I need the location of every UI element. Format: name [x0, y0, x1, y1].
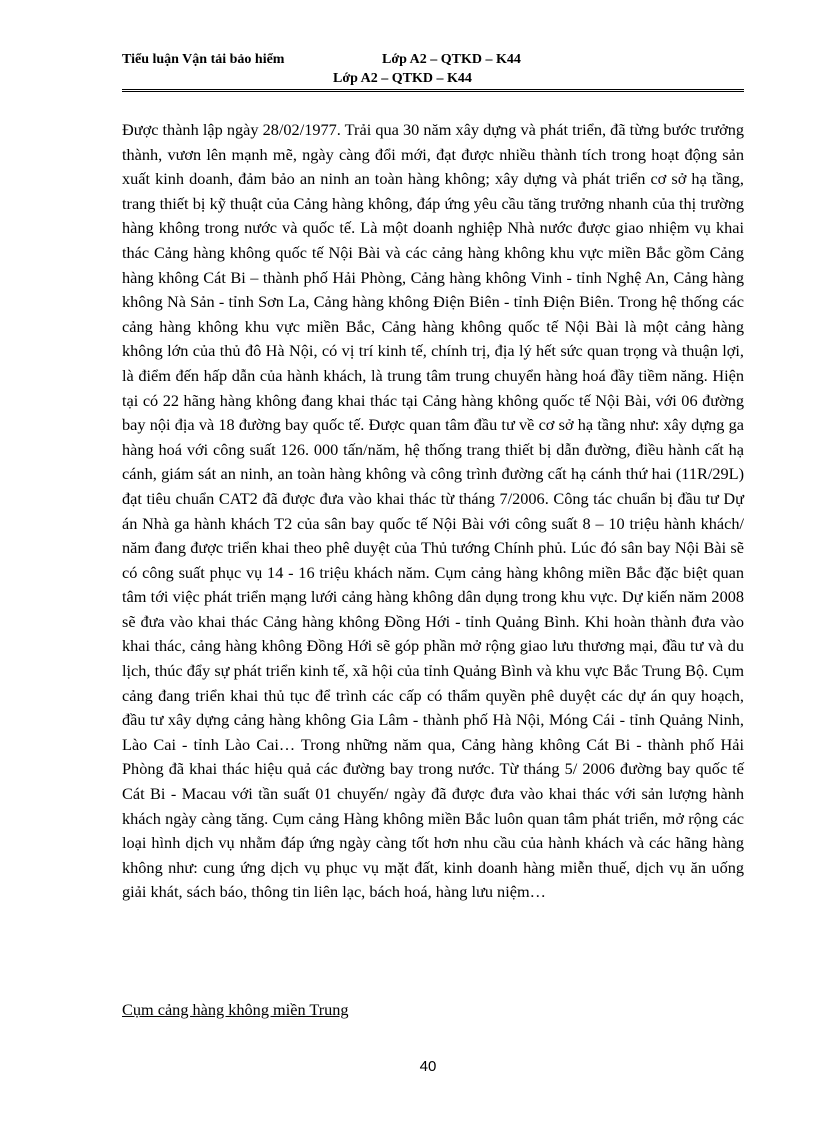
header-class-label-repeat: Lớp A2 – QTKD – K44: [333, 71, 472, 86]
section-heading: Cụm cảng hàng không miền Trung: [122, 1000, 349, 1019]
header-document-title: Tiểu luận Vận tải bảo hiểm: [122, 52, 285, 67]
header-class-label: Lớp A2 – QTKD – K44: [382, 52, 521, 67]
page-number: 40: [419, 1058, 437, 1075]
body-paragraph: Được thành lập ngày 28/02/1977. Trải qua 30 năm xây dựng và phát triển, đã từng bước trưởng thành, vươn lên mạnh mẽ, ngày càng đổi mới, đạt được nhiều thành tích trong hoạt động sản xuất kinh doanh, đảm bảo an ninh an toàn hàng không; xây dựng và phát triển cơ sở hạ tầng, trang thiết bị kỹ thuật của Cảng hàng không, đáp ứng yêu cầu tăng trưởng nhanh của thị trường hàng không trong nước và quốc tế. Là một doanh nghiệp Nhà nước được giao nhiệm vụ khai thác Cảng hàng không quốc tế Nội Bài và các cảng hàng không khu vực miền Bắc gồm Cảng hàng không Cát Bi – thành phố Hải Phòng, Cảng hàng không Vinh - tỉnh Nghệ An, Cảng hàng không Nà Sản - tỉnh Sơn La, Cảng hàng không Điện Biên - tỉnh Điện Biên. Trong hệ thống các cảng hàng không khu vực miền Bắc, Cảng hàng không quốc tế Nội Bài là một cảng hàng không lớn của thủ đô Hà Nội, có vị trí kinh tế, chính trị, địa lý hết sức quan trọng và thuận lợi, là điểm đến hấp dẫn của hành khách, là trung tâm trung chuyển hàng hoá đầy tiềm năng. Hiện tại có 22 hãng hàng không đang khai thác tại Cảng hàng không quốc tế Nội Bài, với 06 đường bay nội địa và 18 đường bay quốc tế. Được quan tâm đầu tư về cơ sở hạ tầng như: xây dựng ga hàng hoá với công suất 126. 000 tấn/năm, hệ thống trang thiết bị dẫn đường, điều hành cất hạ cánh, giám sát an ninh, an toàn hàng không và công trình đường cất hạ cánh thứ hai (11R/29L) đạt tiêu chuẩn CAT2 đã được đưa vào khai thác từ tháng 7/2006. Công tác chuẩn bị đầu tư Dự án Nhà ga hành khách T2 của sân bay quốc tế Nội Bài với công suất 8 – 10 triệu hành khách/ năm đang được triển khai theo phê duyệt của Thủ tướng Chính phủ. Lúc đó sân bay Nội Bài sẽ có công suất phục vụ 14 - 16 triệu khách năm. Cụm cảng hàng không miền Bắc đặc biệt quan tâm tới việc phát triển mạng lưới cảng hàng không dân dụng trong khu vực. Dự kiến năm 2008 sẽ đưa vào khai thác Cảng hàng không Đồng Hới - tỉnh Quảng Bình. Khi hoàn thành đưa vào khai thác, cảng hàng không Đồng Hới sẽ góp phần mở rộng giao lưu thương mại, đầu tư và du lịch, thúc đẩy sự phát triển kinh tế, xã hội của tỉnh Quảng Bình và khu vực Bắc Trung Bộ. Cụm cảng đang triển khai thủ tục để trình các cấp có thẩm quyền phê duyệt các dự án quy hoạch, đầu tư xây dựng cảng hàng không Gia Lâm - thành phố Hà Nội, Móng Cái - tỉnh Quảng Ninh, Lào Cai - tỉnh Lào Cai… Trong những năm qua, Cảng hàng không Cát Bi - thành phố Hải Phòng đã khai thác hiệu quả các đường bay trong nước. Từ tháng 5/ 2006 đường bay quốc tế Cát Bi - Macau với tần suất 01 chuyến/ ngày đã được đưa vào khai thác với sản lượng hành khách ngày càng tăng. Cụm cảng Hàng không miền Bắc luôn quan tâm phát triển, mở rộng các loại hình dịch vụ nhằm đáp ứng ngày càng tốt hơn nhu cầu của hành khách và các hãng hàng không như: cung ứng dịch vụ phục vụ mặt đất, kinh doanh hàng miễn thuế, dịch vụ ăn uống giải khát, sách báo, thông tin liên lạc, bách hoá, hàng lưu niệm…: [122, 120, 744, 902]
running-header: [122, 52, 702, 70]
header-rule-second: [122, 91, 744, 92]
header-rule: [122, 89, 744, 90]
